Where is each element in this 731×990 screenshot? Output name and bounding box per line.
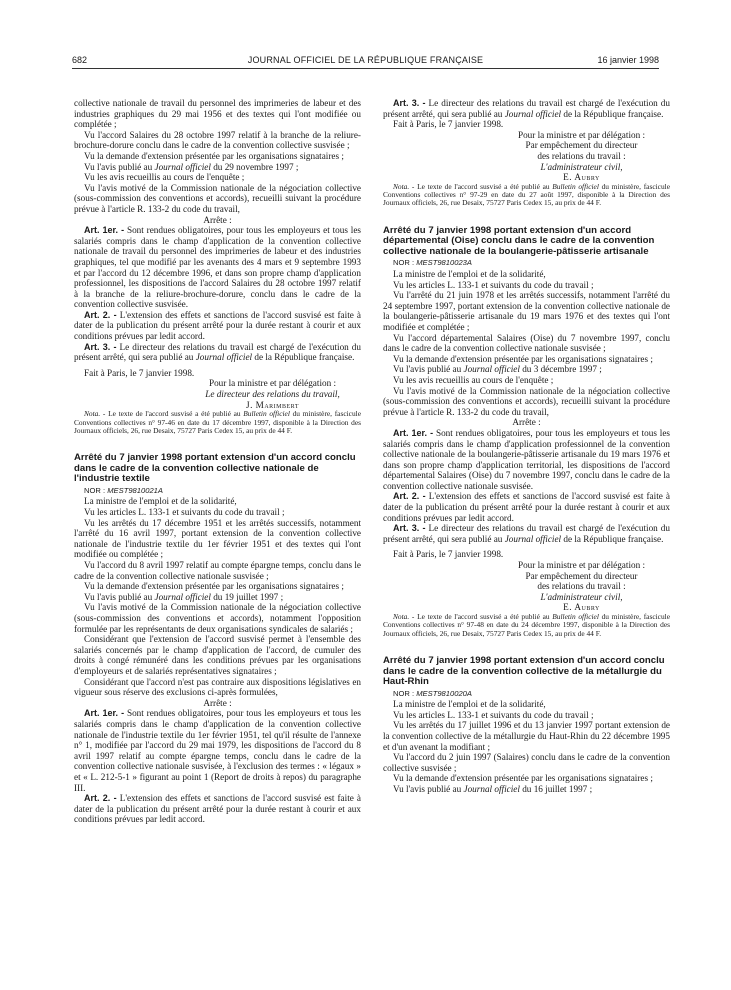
paragraph: collective nationale de travail du personnel des imprimeries de labeur et des industries graphiques du 29 mai 1956 et des textes qui l'ont modifiée ou complétée ;	[74, 98, 361, 130]
paragraph: Vu la demande d'extension présentée par les organisations signataires ;	[393, 353, 653, 364]
nota: Nota. - Le texte de l'accord susvisé a été publié au Bulletin officiel du ministère, fascicule Conventions collectives n° 97-29 en date du 27 août 1997, disponible à la Direction des Journaux officiels, 26, rue Desaix, 75727 Paris Cedex 15, au prix de 44 F.	[383, 181, 670, 208]
nota: Nota. - Le texte de l'accord susvisé a été publié au Bulletin officiel du ministère, fascicule Conventions collectives n° 97-46 en date du 17 décembre 1997, disponible à la Direction des Journaux officiels, 26, rue Desaix, 75727 Paris Cedex 15, au prix de 44 F.	[74, 409, 361, 435]
paragraph: Vu les articles L. 133-1 et suivants du code du travail ;	[393, 709, 594, 720]
left-column	[74, 98, 361, 825]
paragraph: Vu la demande d'extension présentée par les organisations signataires ;	[84, 581, 344, 592]
article-2: Art. 2. - L'extension des effets et sanctions de l'accord susvisé est faite à dater de la publication du présent arrêté pour la durée restant à courir et aux conditions prévues par ledit accord.	[74, 793, 361, 825]
paragraph: Vu l'accord du 8 avril 1997 relatif au compte épargne temps, conclu dans le cadre de la convention collective nationale susvisée ;	[74, 560, 361, 581]
nota: Nota. - Le texte de l'accord susvisé a été publié au Bulletin officiel du ministère, fascicule Conventions collectives n° 97-48 en date du 24 décembre 1997, disponible à la Direction des Journaux officiels, 26, rue Desaix, 75727 Paris Cedex 15, au prix de 44 F.	[383, 612, 670, 638]
arrete-heading: Arrête :	[512, 417, 541, 428]
fait-line: Fait à Paris, le 7 janvier 1998.	[84, 367, 195, 378]
arrete-heading: Arrête :	[203, 697, 232, 708]
paragraph: Vu l'accord du 2 juin 1997 (Salaires) conclu dans le cadre de la convention collective susvisée ;	[383, 752, 670, 773]
paragraph: Vu l'arrêté du 21 juin 1978 et les arrêtés successifs, notamment l'arrêté du 24 septembre 1997, portant extension de la convention collective nationale de la boulangerie-pâtisserie artisanale du 19 mars 1976 et des textes qui l'ont modifiée et complétée ;	[383, 290, 670, 332]
article-2: Art. 2. - L'extension des effets et sanctions de l'accord susvisé est faite à dater de la publication du présent arrêté pour la durée restant à courir et aux conditions prévues par ledit accord.	[74, 309, 361, 342]
paragraph: La ministre de l'emploi et de la solidarité,	[393, 699, 546, 710]
article-1: Art. 1er. - Sont rendues obligatoires, pour tous les employeurs et tous les salariés compris dans le champ d'application de la convention collective nationale de travail du personnel des imprimeries de labeur et des industries graphiques, tel que modifié par les avenants des 4 mars et 9 septembre 1993 et par l'accord du 12 décembre 1996, et dans son propre champ d'application professionnel, les dispositions de l'accord Salaires du 28 octobre 1997 relatif à la branche de la reliure-brochure-dorure, conclu dans le cadre de la convention collective susvisée.	[74, 225, 361, 310]
paragraph: Vu l'avis publié au Journal officiel du 29 novembre 1997 ;	[84, 161, 299, 172]
paragraph: Vu la demande d'extension présentée par les organisations signataires ;	[84, 150, 344, 161]
decree-title: Arrêté du 7 janvier 1998 portant extension d'un accord conclu dans le cadre de la convention collective de la métallurgie du Haut-Rhin	[383, 654, 665, 688]
nor-reference: NOR : MEST9810021A	[84, 485, 163, 495]
paragraph: Vu les avis recueillis au cours de l'enquête ;	[393, 374, 554, 385]
paragraph: Vu l'avis motivé de la Commission nationale de la négociation collective (sous-commission des conventions et accords), notamment l'opposition formulée par les représentants de deux organisations syndicales de salariés ;	[74, 602, 361, 634]
paragraph: Vu l'avis publié au Journal officiel du 19 juillet 1997 ;	[84, 591, 284, 602]
decree-title: Arrêté du 7 janvier 1998 portant extension d'un accord départemental (Oise) conclu dans le cadre de la convention collective nationale de la boulangerie-pâtisserie artisanale	[383, 224, 655, 257]
paragraph: Vu l'accord départemental Salaires (Oise) du 7 novembre 1997, conclu dans le cadre de la convention collective nationale susvisée ;	[383, 332, 670, 354]
signature-block: Pour la ministre et par délégation : Par empêchement du directeur des relations du travail : L'administrateur civil, E. Aubry	[517, 560, 646, 613]
page-number: 682	[72, 55, 88, 65]
header-rule	[72, 68, 659, 69]
signature-block: Pour la ministre et par délégation : Par empêchement du directeur des relations du travail : L'administrateur civil, E. Aubry	[517, 129, 646, 183]
paragraph: Vu les arrêtés du 17 juillet 1996 et du 13 janvier 1997 portant extension de la convention collective de la métallurgie du Haut-Rhin du 22 décembre 1995 et d'un avenant la modifiant ;	[383, 720, 670, 752]
article-3: Art. 3. - Le directeur des relations du travail est chargé de l'exécution du présent arrêté, qui sera publié au Journal officiel de la République française.	[383, 98, 670, 119]
nor-reference: NOR : MEST9810023A	[393, 258, 472, 268]
paragraph: Vu l'accord Salaires du 28 octobre 1997 relatif à la branche de la reliure-brochure-dorure conclu dans le cadre de la convention collective susvisée ;	[74, 129, 361, 151]
paragraph: Vu l'avis publié au Journal officiel du 16 juillet 1997 ;	[393, 784, 593, 795]
paragraph: Vu les articles L. 133-1 et suivants du code du travail ;	[84, 507, 285, 518]
signature-block: Pour la ministre et par délégation : Le directeur des relations du travail, J. Marimbert	[205, 378, 340, 410]
page-header	[72, 55, 659, 67]
article-2: Art. 2. - L'extension des effets et sanctions de l'accord susvisé est faite à dater de la publication du présent arrêté pour la durée restant à courir et aux conditions prévues par ledit accord.	[383, 491, 670, 523]
paragraph: Vu les avis recueillis au cours de l'enquête ;	[84, 172, 245, 183]
paragraph: La ministre de l'emploi et de la solidarité,	[393, 269, 546, 280]
article-3: Art. 3. - Le directeur des relations du travail est chargé de l'exécution du présent arrêté, qui sera publié au Journal officiel de la République française.	[74, 341, 361, 363]
paragraph: Considérant que l'extension de l'accord susvisé permet à l'ensemble des salariés concernés par le champ d'application de l'accord, de cumuler des droits à congé rémunéré dans les conditions prévues par les organisations d'employeurs et de salariés représentatives signataires ;	[74, 634, 361, 676]
paragraph: Considérant que l'accord n'est pas contraire aux dispositions législatives en vigueur sous réserve des exclusions ci-après formulées,	[74, 676, 361, 698]
paragraph: Vu l'avis publié au Journal officiel du 3 décembre 1997 ;	[393, 364, 602, 375]
paragraph: Vu la demande d'extension présentée par les organisations signataires ;	[393, 773, 653, 784]
article-1: Art. 1er. - Sont rendues obligatoires, pour tous les employeurs et tous les salariés compris dans le champ d'application professionnel de la convention collective nationale de la boulangerie-pâtisserie artisanale du 19 mars 1976 et dans son propre champ d'application territorial, les dispositions de l'accord départemental Salaires (Oise) du 7 novembre 1997, conclu dans le cadre de la convention collective nationale susvisée.	[383, 427, 670, 491]
fait-line: Fait à Paris, le 7 janvier 1998.	[393, 549, 504, 560]
nor-reference: NOR : MEST9810020A	[393, 688, 472, 698]
article-1: Art. 1er. - Sont rendues obligatoires, pour tous les employeurs et tous les salariés compris dans le champ d'application de la convention collective nationale de l'industrie textile du 1er février 1951, tel qu'il résulte de l'annexe n° 1, modifiée par l'accord du 29 mai 1979, les dispositions de l'accord du 8 avril 1997 relatif au compte épargne temps, conclu dans le cadre de la convention collective nationale susvisée, à l'exclusion des termes : « légaux » et « L. 212-5-1 » figurant au point 1 (Report de droits à repos) du paragraphe III.	[74, 708, 361, 793]
right-column	[383, 98, 670, 795]
paragraph: Vu les articles L. 133-1 et suivants du code du travail ;	[393, 279, 594, 290]
paragraph: Vu l'avis motivé de la Commission nationale de la négociation collective (sous-commission des conventions et accords), recueilli suivant la procédure prévue à l'article R. 133-2 du code du travail,	[383, 385, 670, 417]
fait-line: Fait à Paris, le 7 janvier 1998.	[393, 119, 504, 130]
paragraph: Vu les arrêtés du 17 décembre 1951 et les arrêtés successifs, notamment l'arrêté du 16 avril 1997, portant extension de la convention collective nationale de l'industrie textile du 1er février 1951 et des textes qui l'ont modifiée ou complétée ;	[74, 517, 361, 560]
paragraph: La ministre de l'emploi et de la solidarité,	[84, 496, 237, 507]
decree-title: Arrêté du 7 janvier 1998 portant extension d'un accord conclu dans le cadre de la convention collective nationale de l'industrie textile	[74, 452, 356, 485]
issue-date: 16 janvier 1998	[597, 55, 659, 65]
arrete-heading: Arrête :	[203, 214, 232, 225]
article-3: Art. 3. - Le directeur des relations du travail est chargé de l'exécution du présent arrêté, qui sera publié au Journal officiel de la République française.	[383, 523, 670, 544]
journal-title: JOURNAL OFFICIEL DE LA RÉPUBLIQUE FRANÇAISE	[247, 55, 484, 65]
paragraph: Vu l'avis motivé de la Commission nationale de la négociation collective (sous-commission des conventions et accords), recueilli suivant la procédure prévue à l'article R. 133-2 du code du travail,	[74, 182, 361, 214]
